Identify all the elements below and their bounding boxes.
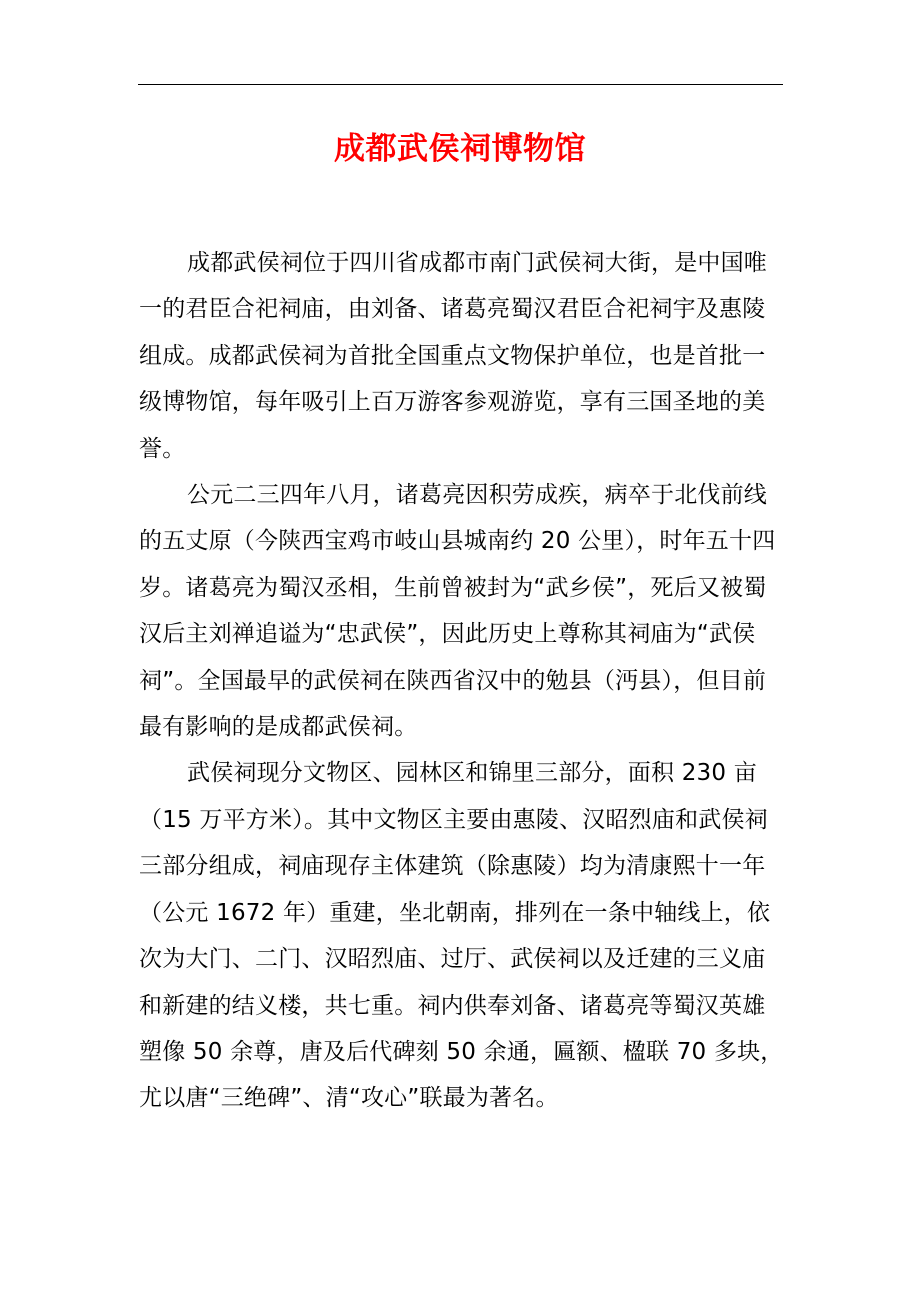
paragraph-1: 成都武侯祠位于四川省成都市南门武侯祠大街，是中国唯一的君臣合祀祠庙，由刘备、诸葛亮蜀汉君臣合祀祠宇及惠陵组成。成都武侯祠为首批全国重点文物保护单位，也是首批一级博物馆，每年吸引上百万游客参观游览，享有三国圣地的美誉。 (139, 250, 767, 462)
document-title: 成都武侯祠博物馆 (334, 131, 586, 167)
document-body (139, 240, 784, 1122)
paragraph-2: 公元二三四年八月，诸葛亮因积劳成疾，病卒于北伐前线的五丈原（今陕西宝鸡市岐山县城南约 20 公里），时年五十四岁。诸葛亮为蜀汉丞相，生前曾被封为“武乡侯”，死后又被蜀汉后主刘禅追谥为“忠武侯”，因此历史上尊称其祠庙为“武侯祠”。全国最早的武侯祠在陕西省汉中的勉县（沔县），但目前最有影响的是成都武侯祠。 (139, 482, 776, 741)
paragraph-3: 武侯祠现分文物区、园林区和锦里三部分，面积 230 亩（15 万平方米）。其中文物区主要由惠陵、汉昭烈庙和武侯祠三部分组成，祠庙现存主体建筑（除惠陵）均为清康熙十一年（公元 1672 年）重建，坐北朝南，排列在一条中轴线上，依次为大门、二门、汉昭烈庙、过厅、武侯祠以及迁建的三义庙和新建的结义楼，共七重。祠内供奉刘备、诸葛亮等蜀汉英雄塑像 50 余尊，唐及后代碑刻 50 余通，匾额、楹联 70 多块，尤以唐“三绝碑”、清“攻心”联最为著名。 (139, 760, 784, 1112)
header-divider (138, 84, 783, 85)
